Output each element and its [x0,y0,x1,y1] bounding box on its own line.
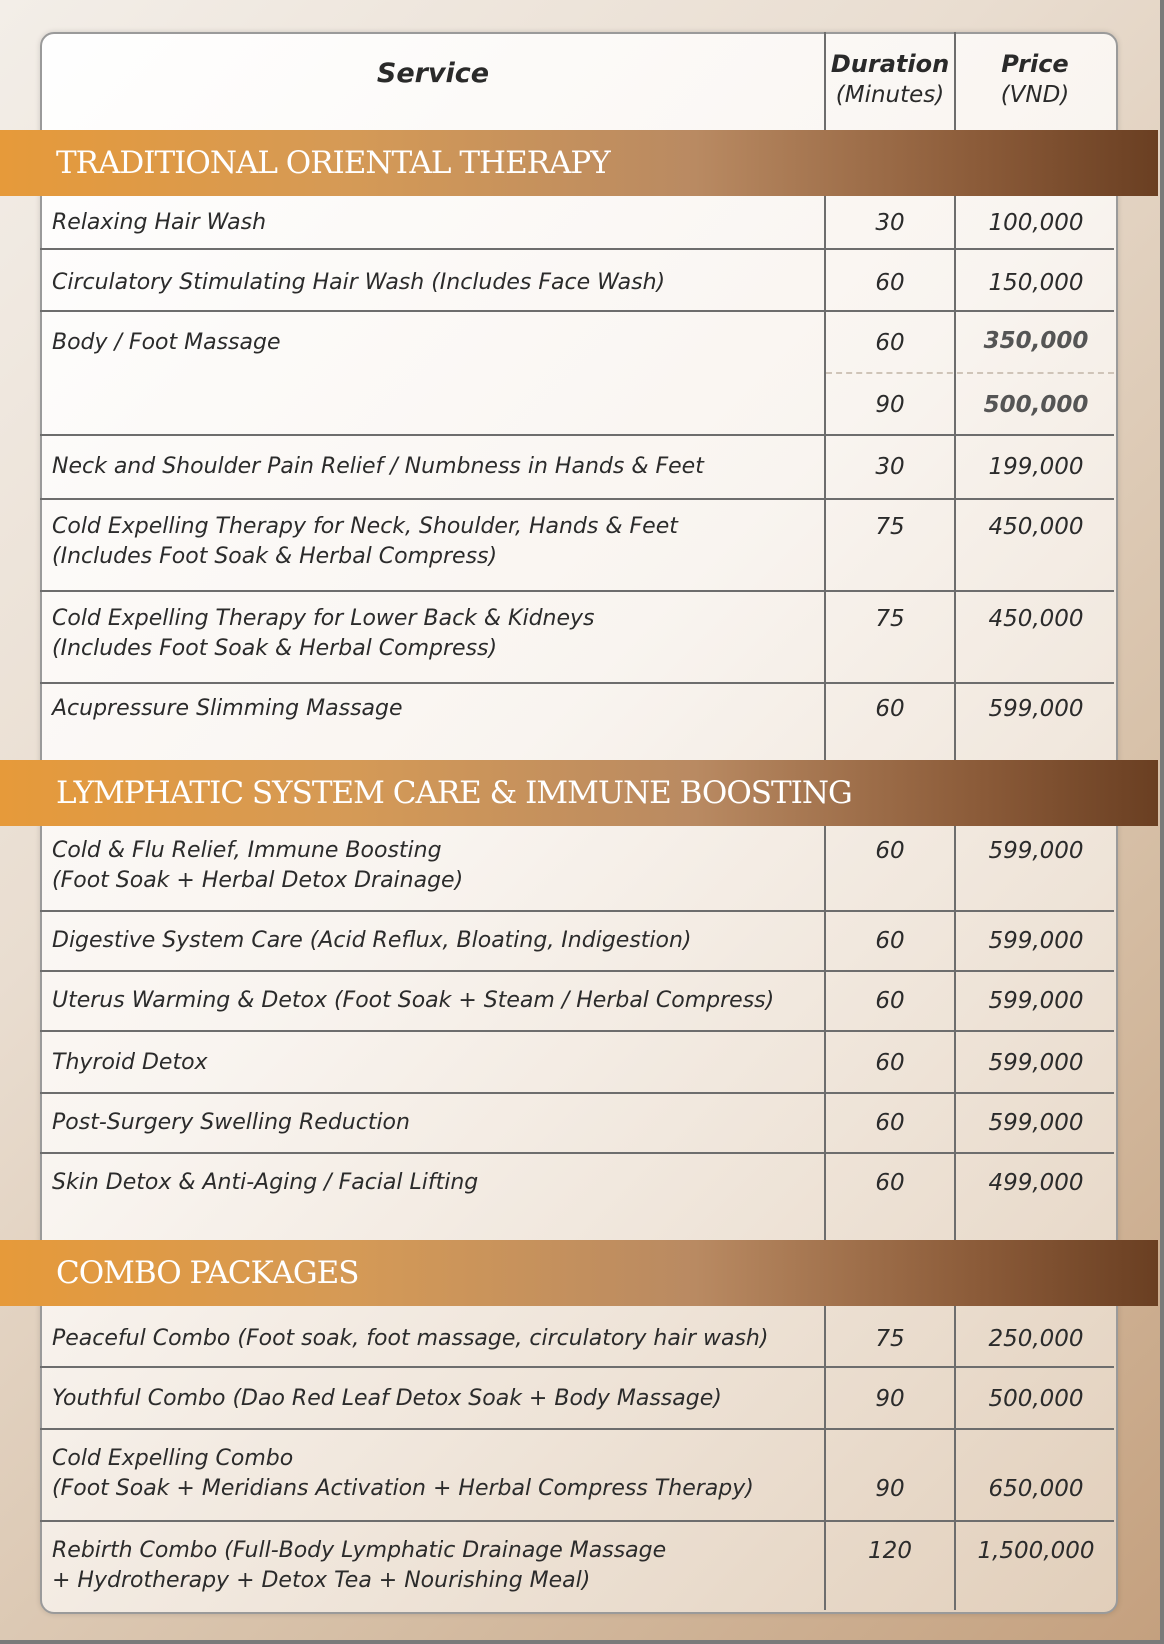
service-note: (Includes Foot Soak & Herbal Compress) [52,544,498,569]
header-duration: Duration [830,50,950,78]
row-divider [40,1428,1114,1430]
service-name: Peaceful Combo (Foot soak, foot massage, circulatory hair wash) [52,1326,769,1351]
price-value: 499,000 [988,1170,1084,1196]
service-name: Circulatory Stimulating Hair Wash (Includes Face Wash) [52,270,666,295]
row-divider [40,310,1114,312]
price-value: 599,000 [988,696,1084,722]
price-value: 150,000 [988,270,1084,296]
section-title: TRADITIONAL ORIENTAL THERAPY [56,145,610,181]
row-divider [40,970,1114,972]
service-name: Body / Foot Massage [52,330,281,355]
service-note: (Includes Foot Soak & Herbal Compress) [52,636,498,661]
service-note: + Hydrotherapy + Detox Tea + Nourishing Meal) [52,1568,591,1593]
row-divider [40,1030,1114,1032]
row-divider [40,1366,1114,1368]
service-name: Thyroid Detox [52,1050,208,1075]
duration-value: 60 [875,696,905,722]
section-band-traditional [0,130,1158,196]
service-note: (Foot Soak + Herbal Detox Drainage) [52,868,464,893]
section-title: LYMPHATIC SYSTEM CARE & IMMUNE BOOSTING [56,775,852,811]
header-price-unit: (VND) [1000,82,1070,108]
duration-value: 90 [875,1476,905,1502]
header-price: Price [1001,50,1069,78]
price-value: 199,000 [988,454,1084,480]
price-value: 350,000 [983,328,1089,354]
service-name: Post-Surgery Swelling Reduction [52,1110,410,1135]
service-note: (Foot Soak + Meridians Activation + Herbal Compress Therapy) [52,1476,754,1501]
price-value: 599,000 [988,1050,1084,1076]
price-value: 599,000 [988,838,1084,864]
price-value: 650,000 [988,1476,1084,1502]
price-value: 250,000 [988,1326,1084,1352]
service-name: Rebirth Combo (Full-Body Lymphatic Drainage Massage [52,1538,667,1563]
price-value: 500,000 [988,1386,1084,1412]
service-name: Skin Detox & Anti-Aging / Facial Lifting [52,1170,479,1195]
service-name: Digestive System Care (Acid Reflux, Bloating, Indigestion) [52,928,692,953]
row-divider [40,498,1114,500]
duration-value: 120 [868,1538,912,1564]
service-name: Youthful Combo (Dao Red Leaf Detox Soak + Body Massage) [52,1386,722,1411]
duration-value: 60 [875,988,905,1014]
duration-value: 75 [875,606,905,632]
row-divider [40,248,1114,250]
duration-value: 60 [875,1050,905,1076]
price-value: 1,500,000 [977,1538,1095,1564]
service-name: Cold & Flu Relief, Immune Boosting [52,838,442,863]
row-divider [40,1092,1114,1094]
service-name: Cold Expelling Combo [52,1446,294,1471]
duration-value: 30 [875,454,905,480]
row-divider [40,682,1114,684]
row-divider [40,1152,1114,1154]
duration-value: 60 [875,1110,905,1136]
price-value: 599,000 [988,988,1084,1014]
row-sub-divider [826,372,1114,374]
service-name: Acupressure Slimming Massage [52,696,403,721]
row-divider [40,434,1114,436]
service-name: Cold Expelling Therapy for Lower Back & Kidneys [52,606,595,631]
section-band-combo [0,1240,1158,1306]
duration-value: 75 [875,514,905,540]
price-value-alt: 500,000 [983,392,1089,418]
service-name: Relaxing Hair Wash [52,210,267,235]
duration-value: 60 [875,270,905,296]
price-value: 599,000 [988,928,1084,954]
duration-value: 60 [875,330,905,356]
duration-value: 30 [875,210,905,236]
price-value: 100,000 [988,210,1084,236]
section-band-lymphatic [0,760,1158,826]
duration-value: 60 [875,1170,905,1196]
duration-value: 75 [875,1326,905,1352]
service-name: Neck and Shoulder Pain Relief / Numbness in Hands & Feet [52,454,704,479]
header-duration-unit: (Minutes) [835,82,945,108]
row-divider [40,910,1114,912]
header-service: Service [376,58,490,89]
service-name: Uterus Warming & Detox (Foot Soak + Steam / Herbal Compress) [52,988,775,1013]
duration-value: 60 [875,928,905,954]
service-name: Cold Expelling Therapy for Neck, Shoulder, Hands & Feet [52,514,678,539]
row-divider [40,590,1114,592]
duration-value-alt: 90 [875,392,905,418]
duration-value: 90 [875,1386,905,1412]
section-title: COMBO PACKAGES [56,1255,359,1291]
price-value: 599,000 [988,1110,1084,1136]
duration-value: 60 [875,838,905,864]
price-value: 450,000 [988,606,1084,632]
price-value: 450,000 [988,514,1084,540]
row-divider [40,1520,1114,1522]
